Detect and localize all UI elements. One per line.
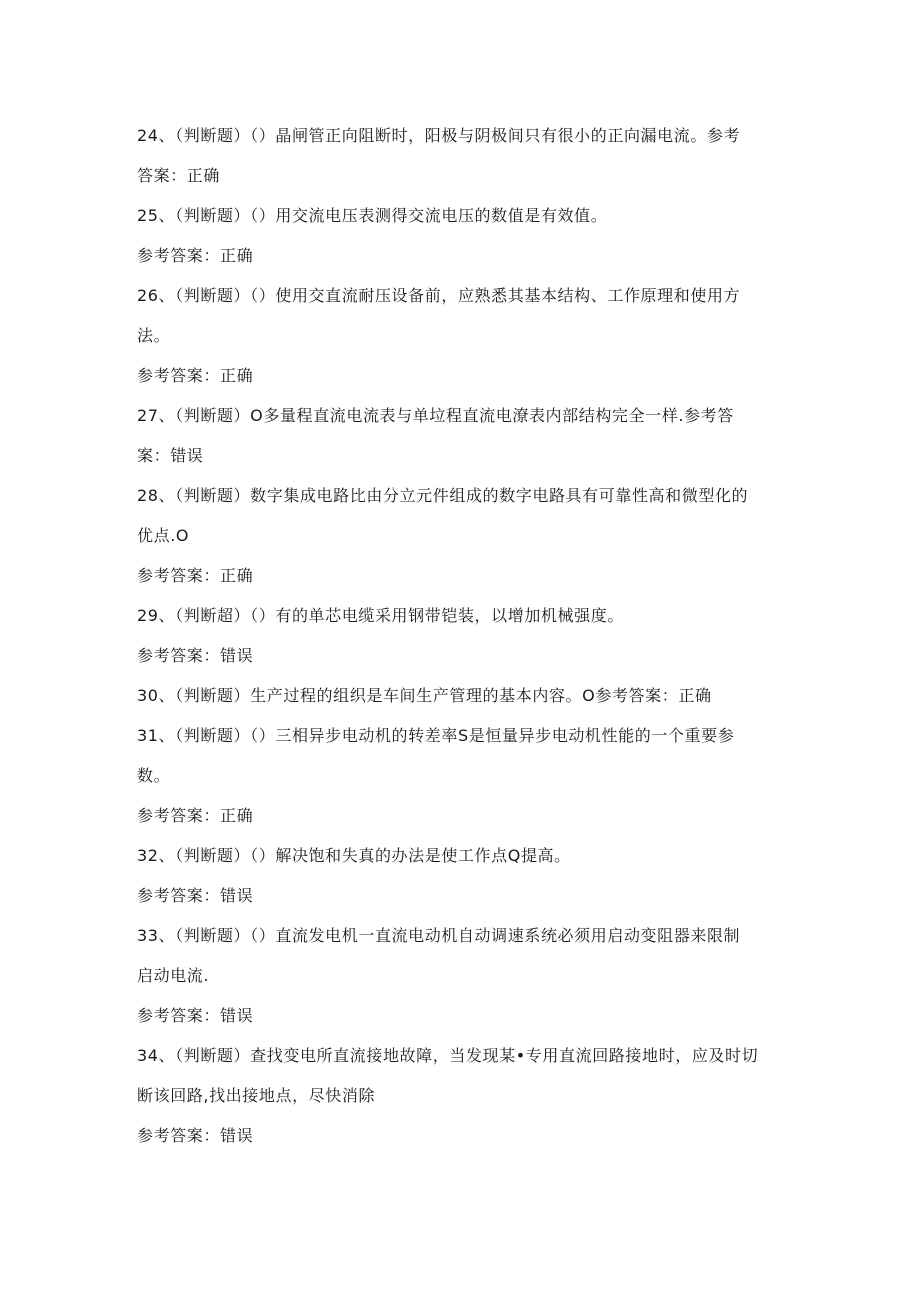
q28-line-2: 优点.O: [137, 526, 190, 545]
q33-line-2: 启动电流.: [137, 966, 210, 985]
q33-line-1: 33、（判断题）（）直流发电机一直流电动机自动调速系统必须用启动变阻器来限制: [137, 926, 741, 945]
q31-line-2: 数。: [137, 766, 171, 785]
q29-answer: 参考答案：错误: [137, 646, 254, 665]
q31-answer: 参考答案：正确: [137, 806, 254, 825]
q25-line-1: 25、（判断题）（）用交流电压表测得交流电压的数值是有效值。: [137, 206, 608, 225]
q28-line-1: 28、（判断题）数字集成电路比由分立元件组成的数字电路具有可靠性高和微型化的: [137, 486, 749, 505]
q31-line-1: 31、（判断题）（）三相异步电动机的转差率S是恒量异步电动机性能的一个重要参: [137, 726, 735, 745]
q27-line-1: 27、（判断题）O多量程直流电流表与单垃程直流电潦表内部结构完全一样.参考答: [137, 406, 734, 425]
q26-line-2: 法。: [137, 326, 171, 345]
q33-answer: 参考答案：错误: [137, 1006, 254, 1025]
q25-answer: 参考答案：正确: [137, 246, 254, 265]
q26-line-1: 26、（判断题）（）使用交直流耐压设备前，应熟悉其基本结构、工作原理和使用方: [137, 286, 741, 305]
q26-answer: 参考答案：正确: [137, 366, 254, 385]
q28-answer: 参考答案：正确: [137, 566, 254, 585]
q32-line-1: 32、（判断题）（）解决饱和失真的办法是使工作点Q提高。: [137, 846, 571, 865]
q27-answer: 案：错误: [137, 446, 204, 465]
q34-line-1: 34、（判断题）查找变电所直流接地故障，当发现某•专用直流回路接地时，应及时切: [137, 1046, 759, 1065]
question-list: [137, 116, 787, 1156]
q24-line-1: 24、（判断题）（）晶闸管正向阻断时，阳极与阴极间只有很小的正向漏电流。参考: [137, 126, 741, 145]
q34-answer: 参考答案：错误: [137, 1126, 254, 1145]
q24-answer: 答案：正确: [137, 166, 221, 185]
q29-line-1: 29、（判断超）（）有的单芯电缆采用钢带铠装，以增加机械强度。: [137, 606, 624, 625]
q34-line-2: 断该回路,找出接地点，尽快消除: [137, 1086, 376, 1105]
q30-line-1: 30、（判断题）生产过程的组织是车间生产管理的基本内容。O参考答案：正确: [137, 686, 712, 705]
q32-answer: 参考答案：错误: [137, 886, 254, 905]
